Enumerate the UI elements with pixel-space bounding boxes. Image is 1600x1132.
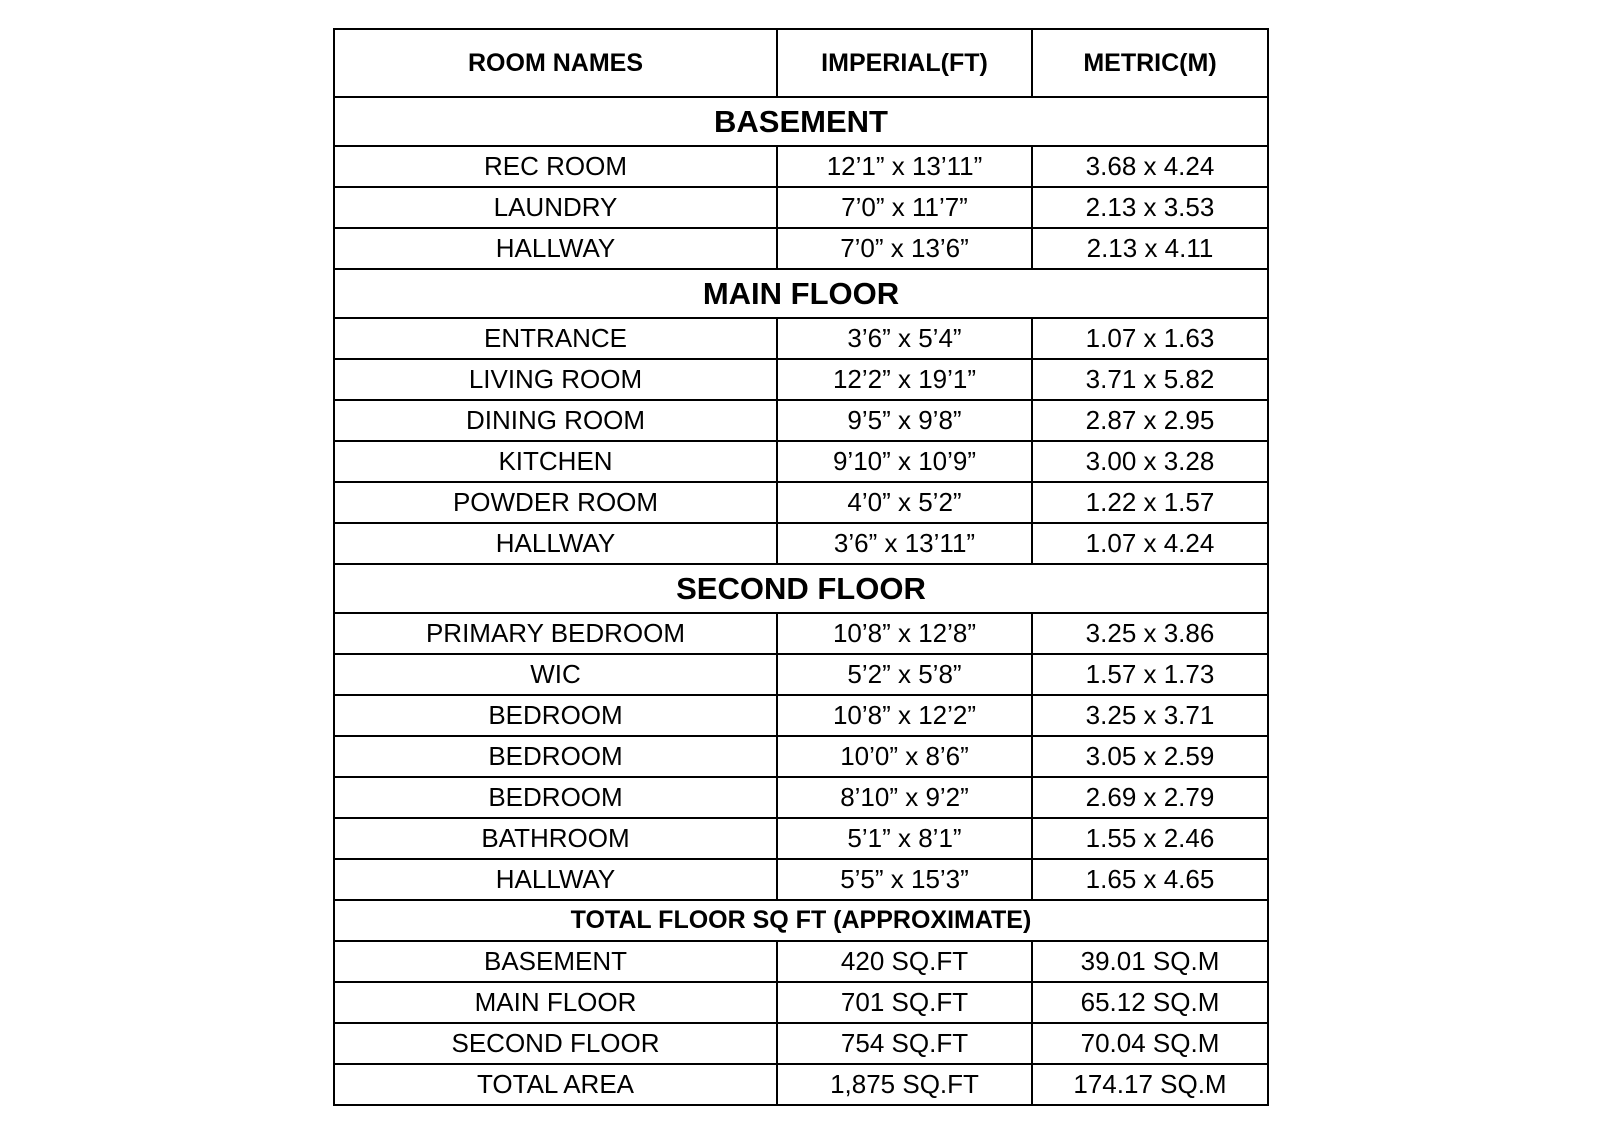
metric-cell: 3.68 x 4.24 bbox=[1032, 146, 1268, 187]
imperial-cell: 3’6” x 5’4” bbox=[777, 318, 1032, 359]
total-imperial-cell: 754 SQ.FT bbox=[777, 1023, 1032, 1064]
metric-cell: 1.57 x 1.73 bbox=[1032, 654, 1268, 695]
table-row bbox=[334, 187, 1268, 228]
table-row bbox=[334, 613, 1268, 654]
table-row bbox=[334, 523, 1268, 564]
room-name-cell: ENTRANCE bbox=[334, 318, 777, 359]
totals-row bbox=[334, 982, 1268, 1023]
total-metric-cell: 174.17 SQ.M bbox=[1032, 1064, 1268, 1105]
section-row-second-floor bbox=[334, 564, 1268, 613]
imperial-cell: 9’10” x 10’9” bbox=[777, 441, 1032, 482]
section-title: MAIN FLOOR bbox=[334, 269, 1268, 318]
metric-cell: 3.71 x 5.82 bbox=[1032, 359, 1268, 400]
table-row bbox=[334, 654, 1268, 695]
header-imperial: IMPERIAL(FT) bbox=[777, 29, 1032, 97]
room-name-cell: BEDROOM bbox=[334, 695, 777, 736]
imperial-cell: 12’1” x 13’11” bbox=[777, 146, 1032, 187]
metric-cell: 2.13 x 4.11 bbox=[1032, 228, 1268, 269]
total-name-cell: TOTAL AREA bbox=[334, 1064, 777, 1105]
total-metric-cell: 39.01 SQ.M bbox=[1032, 941, 1268, 982]
room-name-cell: HALLWAY bbox=[334, 228, 777, 269]
imperial-cell: 12’2” x 19’1” bbox=[777, 359, 1032, 400]
section-title: BASEMENT bbox=[334, 97, 1268, 146]
imperial-cell: 5’5” x 15’3” bbox=[777, 859, 1032, 900]
total-imperial-cell: 1,875 SQ.FT bbox=[777, 1064, 1032, 1105]
imperial-cell: 7’0” x 13’6” bbox=[777, 228, 1032, 269]
totals-title: TOTAL FLOOR SQ FT (APPROXIMATE) bbox=[334, 900, 1268, 941]
total-imperial-cell: 701 SQ.FT bbox=[777, 982, 1032, 1023]
section-row-main-floor bbox=[334, 269, 1268, 318]
table-row bbox=[334, 359, 1268, 400]
metric-cell: 3.00 x 3.28 bbox=[1032, 441, 1268, 482]
table-row bbox=[334, 777, 1268, 818]
metric-cell: 3.05 x 2.59 bbox=[1032, 736, 1268, 777]
metric-cell: 2.87 x 2.95 bbox=[1032, 400, 1268, 441]
imperial-cell: 10’8” x 12’2” bbox=[777, 695, 1032, 736]
metric-cell: 3.25 x 3.71 bbox=[1032, 695, 1268, 736]
table-row bbox=[334, 736, 1268, 777]
table-row bbox=[334, 228, 1268, 269]
total-imperial-cell: 420 SQ.FT bbox=[777, 941, 1032, 982]
metric-cell: 1.65 x 4.65 bbox=[1032, 859, 1268, 900]
room-name-cell: POWDER ROOM bbox=[334, 482, 777, 523]
room-name-cell: BEDROOM bbox=[334, 736, 777, 777]
header-metric: METRIC(M) bbox=[1032, 29, 1268, 97]
room-dimensions-sheet bbox=[333, 28, 1267, 1106]
table-row bbox=[334, 318, 1268, 359]
metric-cell: 2.69 x 2.79 bbox=[1032, 777, 1268, 818]
table-row bbox=[334, 146, 1268, 187]
imperial-cell: 10’8” x 12’8” bbox=[777, 613, 1032, 654]
header-row bbox=[334, 29, 1268, 97]
section-title: SECOND FLOOR bbox=[334, 564, 1268, 613]
totals-row bbox=[334, 1064, 1268, 1105]
total-name-cell: SECOND FLOOR bbox=[334, 1023, 777, 1064]
table-row bbox=[334, 695, 1268, 736]
table-row bbox=[334, 818, 1268, 859]
table-row bbox=[334, 441, 1268, 482]
room-name-cell: PRIMARY BEDROOM bbox=[334, 613, 777, 654]
metric-cell: 1.55 x 2.46 bbox=[1032, 818, 1268, 859]
metric-cell: 1.22 x 1.57 bbox=[1032, 482, 1268, 523]
room-name-cell: LIVING ROOM bbox=[334, 359, 777, 400]
totals-row bbox=[334, 941, 1268, 982]
room-name-cell: REC ROOM bbox=[334, 146, 777, 187]
imperial-cell: 3’6” x 13’11” bbox=[777, 523, 1032, 564]
imperial-cell: 5’1” x 8’1” bbox=[777, 818, 1032, 859]
room-name-cell: HALLWAY bbox=[334, 859, 777, 900]
room-dimensions-table bbox=[333, 28, 1269, 1106]
section-row-basement bbox=[334, 97, 1268, 146]
totals-row bbox=[334, 1023, 1268, 1064]
total-name-cell: MAIN FLOOR bbox=[334, 982, 777, 1023]
room-name-cell: DINING ROOM bbox=[334, 400, 777, 441]
room-name-cell: BEDROOM bbox=[334, 777, 777, 818]
totals-title-row bbox=[334, 900, 1268, 941]
table-row bbox=[334, 859, 1268, 900]
total-metric-cell: 70.04 SQ.M bbox=[1032, 1023, 1268, 1064]
metric-cell: 1.07 x 4.24 bbox=[1032, 523, 1268, 564]
imperial-cell: 7’0” x 11’7” bbox=[777, 187, 1032, 228]
table-row bbox=[334, 400, 1268, 441]
imperial-cell: 8’10” x 9’2” bbox=[777, 777, 1032, 818]
imperial-cell: 5’2” x 5’8” bbox=[777, 654, 1032, 695]
table-row bbox=[334, 482, 1268, 523]
metric-cell: 3.25 x 3.86 bbox=[1032, 613, 1268, 654]
total-metric-cell: 65.12 SQ.M bbox=[1032, 982, 1268, 1023]
imperial-cell: 9’5” x 9’8” bbox=[777, 400, 1032, 441]
room-name-cell: BATHROOM bbox=[334, 818, 777, 859]
room-name-cell: WIC bbox=[334, 654, 777, 695]
room-name-cell: KITCHEN bbox=[334, 441, 777, 482]
metric-cell: 2.13 x 3.53 bbox=[1032, 187, 1268, 228]
imperial-cell: 10’0” x 8’6” bbox=[777, 736, 1032, 777]
total-name-cell: BASEMENT bbox=[334, 941, 777, 982]
imperial-cell: 4’0” x 5’2” bbox=[777, 482, 1032, 523]
room-name-cell: HALLWAY bbox=[334, 523, 777, 564]
room-name-cell: LAUNDRY bbox=[334, 187, 777, 228]
header-room-names: ROOM NAMES bbox=[334, 29, 777, 97]
metric-cell: 1.07 x 1.63 bbox=[1032, 318, 1268, 359]
